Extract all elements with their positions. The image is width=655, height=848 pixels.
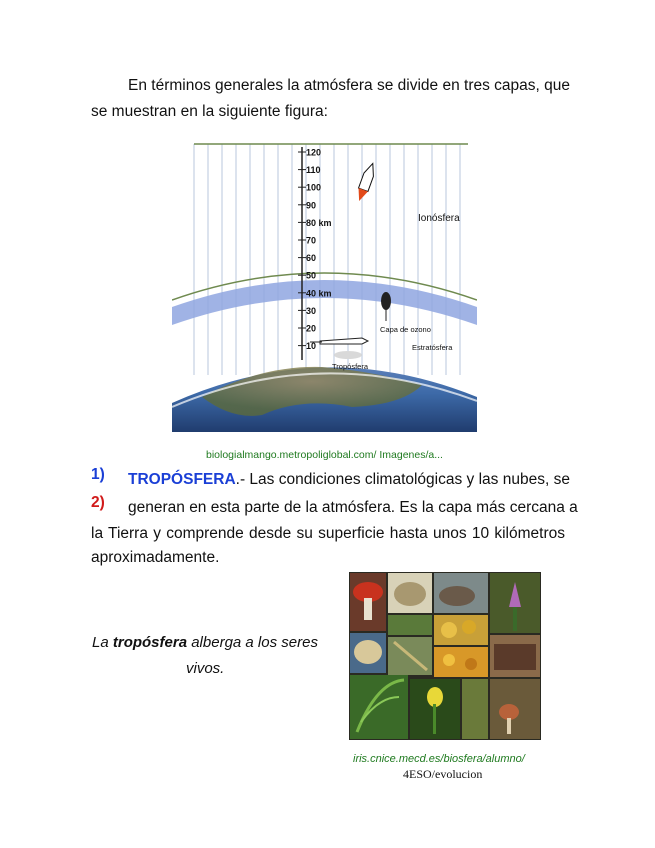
altitude-label: 120 <box>306 147 322 158</box>
troposphere-line-1-text: .- Las condiciones climatológicas y las nubes, se <box>235 471 570 488</box>
collage-caption-path: 4ESO/evolucion <box>403 767 483 781</box>
altitude-label: 30 <box>306 305 317 316</box>
altitude-label: 20 <box>306 323 317 334</box>
altitude-label: 40 km <box>306 288 332 299</box>
intro-line-2: se muestran en la siguiente figura: <box>91 103 328 120</box>
label-troposphere: Tropósfera <box>332 362 368 371</box>
label-stratosphere: Estratósfera <box>412 343 453 352</box>
label-ozone-layer: Capa de ozono <box>380 325 431 334</box>
troposphere-line-2: generan en esta parte de la atmósfera. Es la capa más cercana a <box>128 499 578 516</box>
altitude-label: 70 <box>306 235 317 246</box>
label-ionosphere: Ionósfera <box>418 213 460 224</box>
collage-photos <box>349 572 541 740</box>
list-number-1: 1) <box>91 466 105 483</box>
altitude-label: 80 km <box>306 217 332 228</box>
altitude-label: 50 <box>306 270 317 281</box>
atmosphere-diagram <box>172 135 477 432</box>
side-note-term: tropósfera <box>112 634 188 651</box>
altitude-label: 100 <box>306 182 322 193</box>
side-note-prefix: La <box>92 634 113 651</box>
altitude-label: 110 <box>306 165 321 176</box>
atmosphere-layers-figure <box>172 135 477 432</box>
intro-line-1: En términos generales la atmósfera se divide en tres capas, que <box>128 77 570 94</box>
troposphere-line-4: aproximadamente. <box>91 549 220 566</box>
troposphere-line-1 <box>128 466 570 493</box>
collage-caption-link[interactable]: iris.cnice.mecd.es/biosfera/alumno/ <box>353 753 525 765</box>
list-number-2: 2) <box>91 494 105 511</box>
troposphere-term: TROPÓSFERA <box>128 471 236 488</box>
figure-caption: biologialmango.metropoliglobal.com/ Imagenes/a... <box>206 449 443 461</box>
side-note-line-1 <box>92 634 318 651</box>
living-beings-collage <box>349 572 541 740</box>
altitude-label: 60 <box>306 253 317 264</box>
side-note-rest: alberga a los seres <box>187 634 318 651</box>
troposphere-line-3: la Tierra y comprende desde su superficie hasta unos 10 kilómetros <box>91 525 565 542</box>
altitude-label: 90 <box>306 200 317 211</box>
side-note-line-2: vivos. <box>186 660 225 677</box>
altitude-label: 10 <box>306 341 317 352</box>
